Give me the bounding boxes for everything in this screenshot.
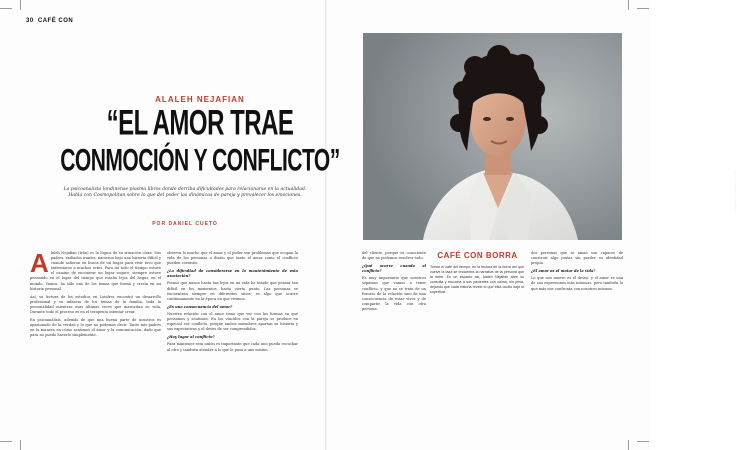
article-author: POR DANIEL CUETO [152, 221, 218, 227]
paragraph: dos personas que se aman son capaces de construir algo juntas sin perder su identidad propia. [531, 251, 623, 266]
portrait-illustration [363, 33, 622, 240]
photo-credit: Fotografía: Cortesía de la autora [733, 169, 737, 213]
page-gutter [325, 0, 327, 450]
paragraph: Así, su lectura de los estudios en Londres encontró un desarrollo profesional y su infancia de los temas de la familia, toda la personalidad mientras esas últimas veces que marcarían su vida. Durante todo el proceso es en el terapeuta intentar crear. [30, 294, 161, 315]
crop-mark [0, 441, 12, 442]
paragraph: Nuestra relación con el amor tiene que ver con las formas en que pensamos y sentimos. En los vínculos con la pareja se produce en especial ese conflicto, porque ambos miembros aportan su historia y sus expectativas y el deseo de ser comprendidos. [167, 311, 298, 332]
body-column-3 [362, 251, 426, 431]
body-column-4 [531, 251, 623, 431]
paragraph: Para mantener esta unión es importante que cada uno pueda escuchar al otro y también atender a lo que le pasa a uno mismo. [167, 342, 298, 352]
crop-mark [0, 8, 12, 9]
crop-mark [637, 441, 649, 442]
crop-mark [20, 440, 21, 450]
crop-mark [20, 0, 21, 10]
body-column-1 [30, 248, 161, 431]
body-column-2 [167, 251, 298, 431]
interview-question: ¿Es una consecuencia del amor? [167, 304, 233, 309]
title-line-1: “EL AMOR TRAE [106, 104, 294, 144]
title-line-2: CONMOCIÓN Y CONFLICTO” [60, 143, 340, 178]
sidebar-box-text: Tomar el café del tiempo; en la lectura de la borra del que vuelve la taza se encuentra la narrativa de la persona que la bebe. En un espacio así, Alaleh Nejafian abre su consulta y escucha a sus pacientes con calma, sin prisa, dejando que cada historia revele lo que está oculto bajo la superficie. [430, 265, 524, 294]
interview-question: ¿Hay lugar al conflicto? [167, 335, 215, 340]
interview-question: ¿El amor es el motor de la vida? [531, 269, 596, 274]
paragraph: del cliente, porque es consciente de que no podemos resolver todo. [362, 251, 426, 261]
crop-mark [637, 8, 649, 9]
paragraph: laleh Nejafian (Irán) es la lógica de su situación clara. Sus padres, exiliados iraníes, nacieron bajo una historia difícil y cuando salieron en busca de un hogar para vivir tuvo que enfrentarse a muchos retos. Para mi todo el tiempo estuve el camino de encontrar un lugar seguro; siempre estuve pensando en el lugar del tiempo que estaba lejos del hogar, en el mundo. Vamos, ha sido uno de los temas que forma y crecía en mi historia personal. [30, 251, 161, 291]
page-folio [26, 18, 73, 24]
paragraph: Pienso que nunca hasta tan lejos en mi vida he tenido que pensar tan difícil en los momentos, hasta cierto punto. Las personas se encuentran siempre en diferentes sitios; es algo que ocurre continuamente en la época en que vivimos. [167, 281, 298, 301]
crop-mark [628, 440, 629, 450]
page-number: 30 [26, 18, 34, 24]
portrait-photo [363, 33, 737, 240]
article-dek: La psicoanalista londinense plasma libros donde derriba dificultades para relacionarse en la actualidad. Habla con Cosmopolitan sobre lo que del poder las dinámicas de pareja y prevalecer los emociones. [63, 187, 307, 198]
paragraph: observa lo mucho que el amor y el poder son problemas que ocupan la vida de los personas a diario que tanto el amor como el conflicto pueden coexistir. [167, 251, 298, 266]
article-byline: ALALEH NEJAFIAN [155, 95, 245, 104]
sidebar-box-title: CAFÉ CON BORRA [437, 251, 518, 260]
interview-question: ¿Qué ocurre cuando el conflicto? [362, 264, 426, 274]
paragraph: Lo que nos mueve es el deseo, y el amor es una de sus expresiones más intensas, pero también lo que más nos confronta con nosotros mismos. [531, 276, 623, 291]
drop-cap: A [30, 248, 49, 278]
interview-question: ¿La dificultad de considerarse en la mantenimiento de esta asociación? [167, 269, 298, 279]
section-name: CAFÉ CON [37, 18, 74, 24]
article-title [60, 104, 340, 178]
paragraph: En psicoanálisis, además de que una buena parte de nosotros es apasionado de la verdad y lo que no podemos decir. Tanto mis padres en la manera en cómo sentimos el amor y la comunicación, dado que para no puedo hacerlo simplemente. [30, 318, 161, 338]
paragraph: Es muy importante que nosotros sepamos que vamos a tener conflicto, y que no se trata de un fracaso de la relación sino de una consecuencia de estar vivos y de compartir la vida con otra persona. [362, 276, 426, 311]
crop-mark [628, 0, 629, 10]
